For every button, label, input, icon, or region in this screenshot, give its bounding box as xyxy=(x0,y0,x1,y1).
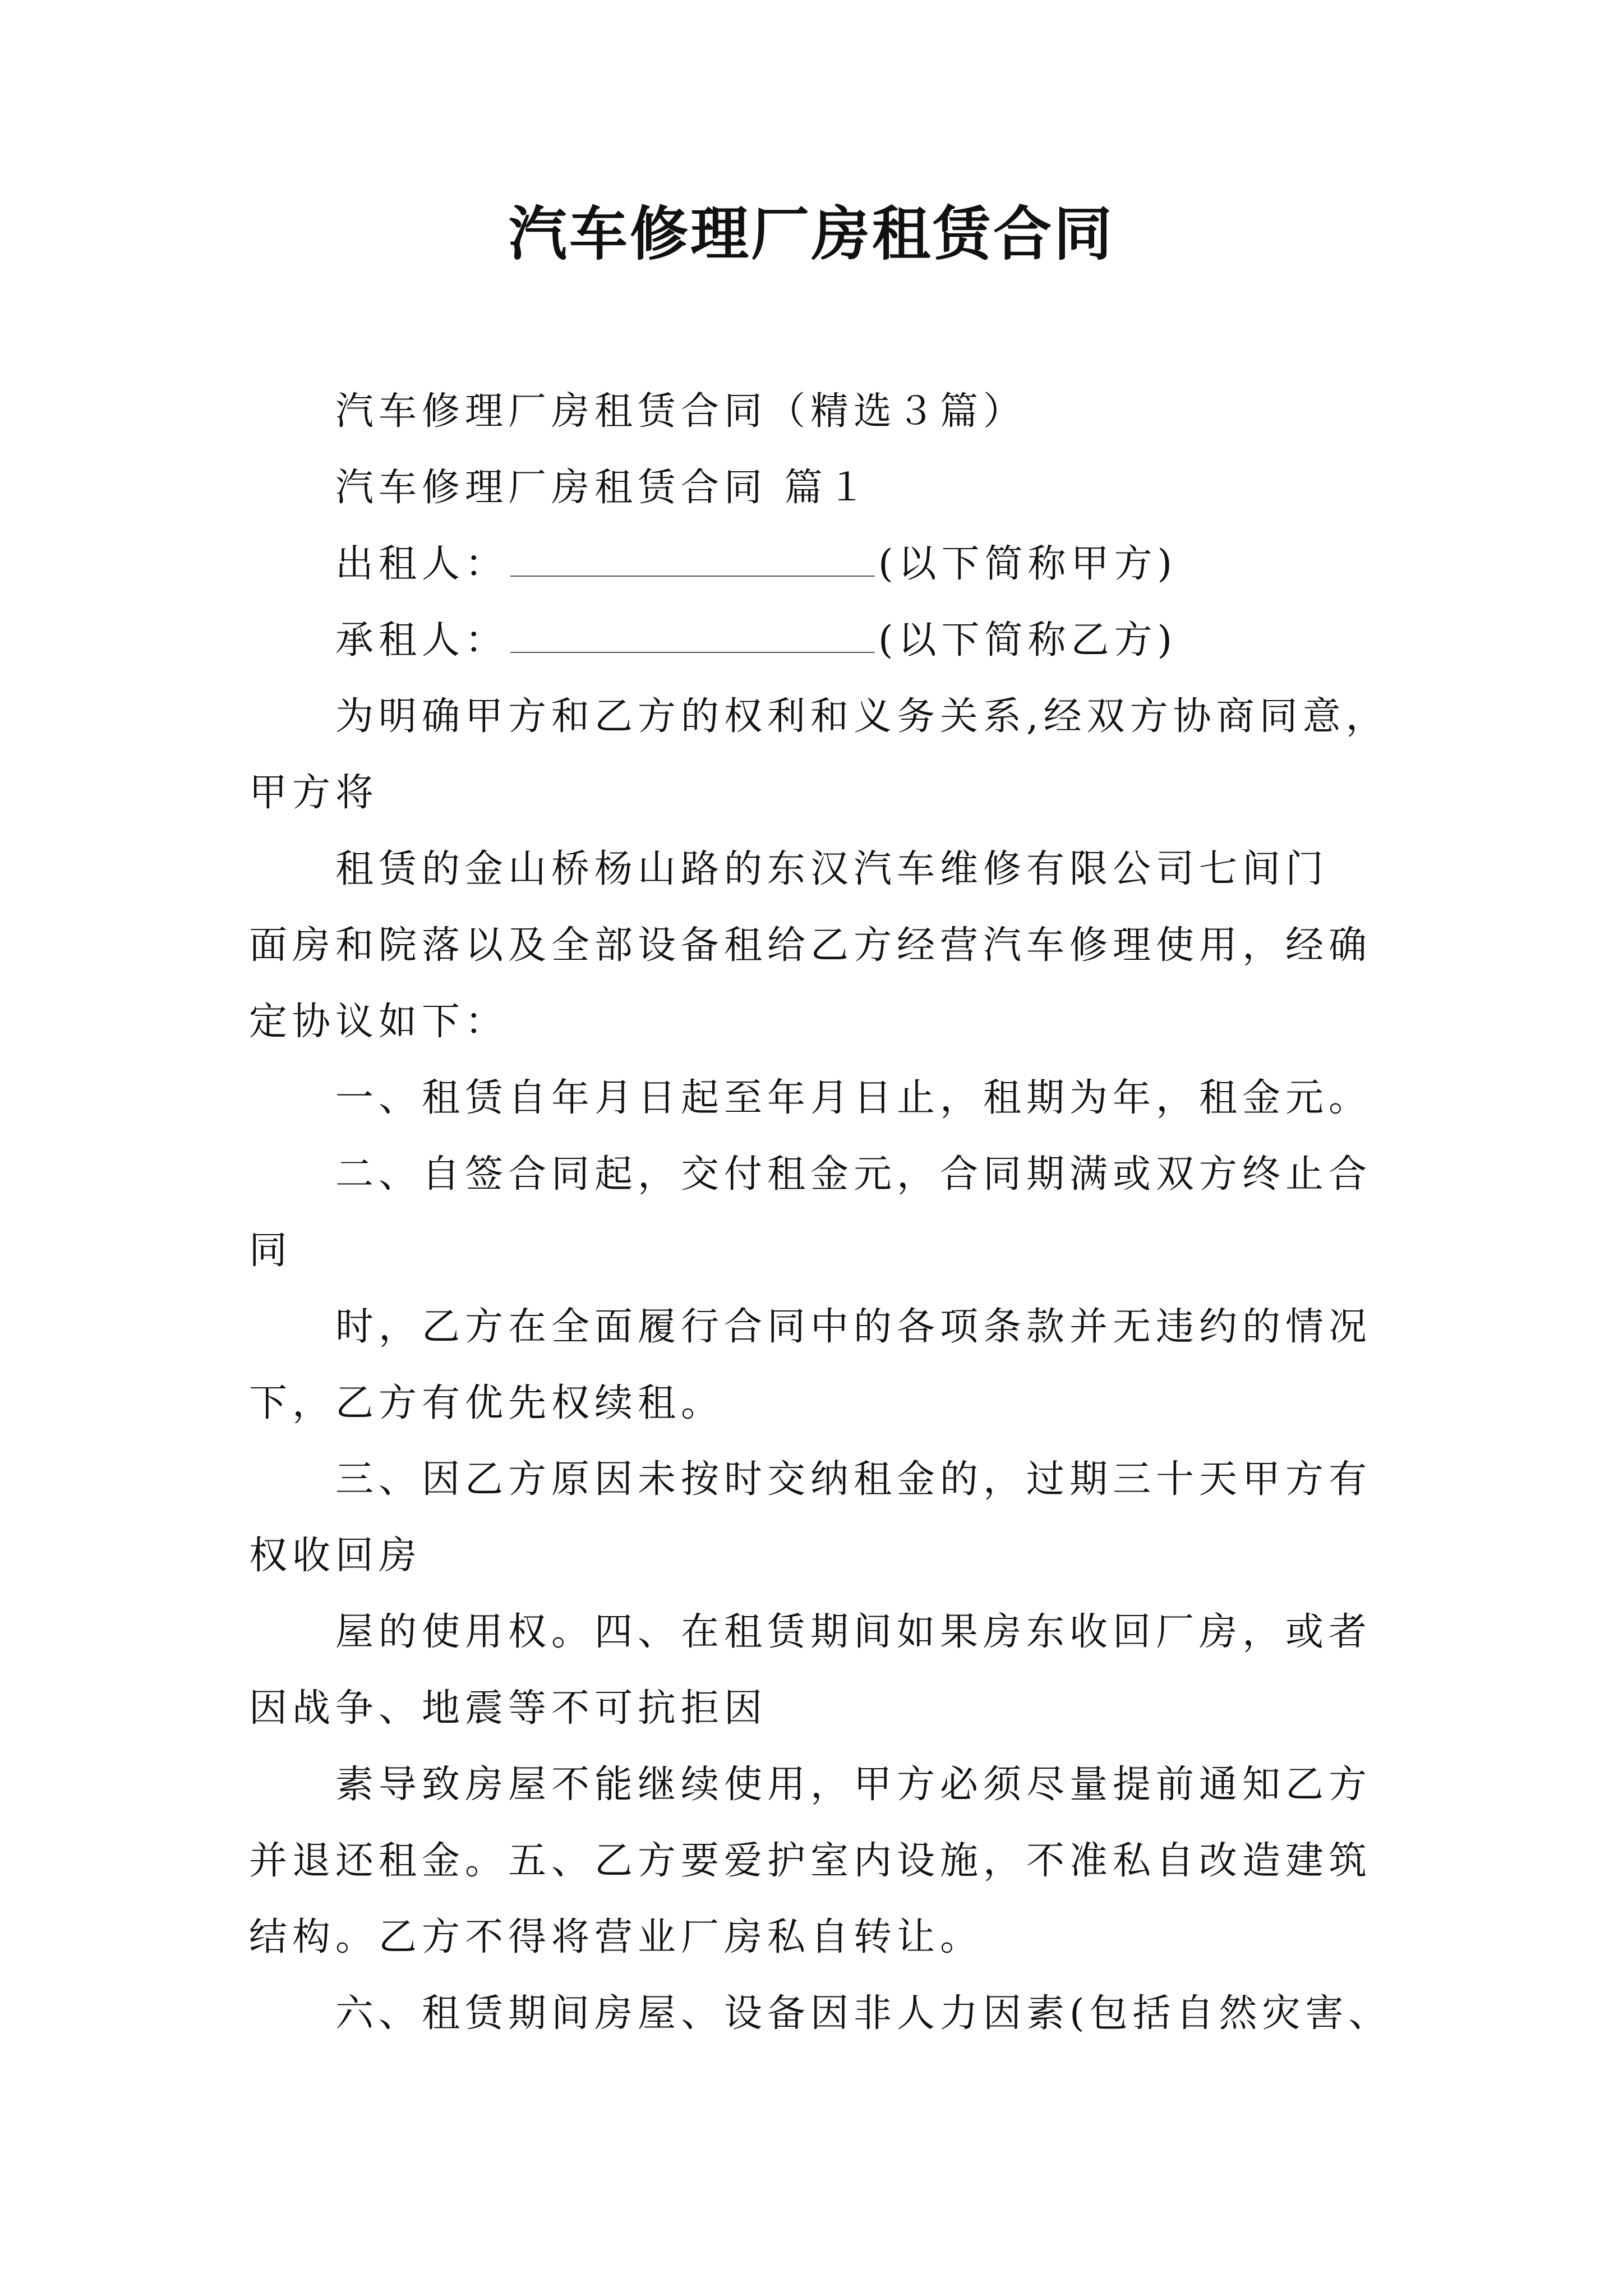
body-line: 因战争、地震等不可抗拒因 xyxy=(249,1686,768,1731)
body-line: 同 xyxy=(249,1228,293,1273)
body-line: 三、因乙方原因未按时交纳租金的，过期三十天甲方有 xyxy=(335,1457,1372,1502)
body-line: 二、自签合同起，交付租金元，合同期满或双方终止合 xyxy=(335,1152,1372,1197)
body-line: 租赁的金山桥杨山路的东汉汽车维修有限公司七间门 xyxy=(335,847,1329,891)
body-line: 并退还租金。五、乙方要爱护室内设施，不准私自改造建筑 xyxy=(249,1839,1372,1883)
body-line: 一、租赁自年月日起至年月日止，租期为年，租金元。 xyxy=(335,1076,1372,1120)
lessee-line xyxy=(335,614,1177,668)
body-line: 结构。乙方不得将营业厂房私自转让。 xyxy=(249,1915,984,1959)
lessor-label: 出租人： xyxy=(335,542,509,586)
lessor-suffix: (以下简称甲方) xyxy=(878,542,1178,586)
body-line: 时，乙方在全面履行合同中的各项条款并无违约的情况 xyxy=(335,1305,1372,1349)
lessor-name-blank[interactable] xyxy=(510,576,875,577)
body-line: 屋的使用权。四、在租赁期间如果房东收回厂房，或者 xyxy=(335,1610,1372,1654)
body-line: 甲方将 xyxy=(249,771,379,815)
body-line: 面房和院落以及全部设备租给乙方经营汽车修理使用，经确 xyxy=(249,923,1372,968)
lessee-label: 承租人： xyxy=(335,618,509,662)
body-line: 下，乙方有优先权续租。 xyxy=(249,1381,725,1425)
body-line: 素导致房屋不能继续使用，甲方必须尽量提前通知乙方 xyxy=(335,1763,1372,1807)
body-line: 六、租赁期间房屋、设备因非人力因素(包括自然灾害、 xyxy=(335,1991,1392,2036)
body-line: 为明确甲方和乙方的权利和义务关系,经双方协商同意， xyxy=(335,694,1389,739)
document-subtitle: 汽车修理厂房租赁合同（精选３篇） xyxy=(335,389,1027,434)
lessee-name-blank[interactable] xyxy=(510,652,875,653)
lessee-suffix: (以下简称乙方) xyxy=(878,618,1178,662)
lessor-line xyxy=(335,537,1177,591)
body-line: 定协议如下： xyxy=(249,1000,509,1044)
section-heading: 汽车修理厂房租赁合同 篇１ xyxy=(335,466,871,510)
document-title: 汽车修理厂房租赁合同 xyxy=(508,199,1114,268)
body-line: 权收回房 xyxy=(249,1534,422,1578)
